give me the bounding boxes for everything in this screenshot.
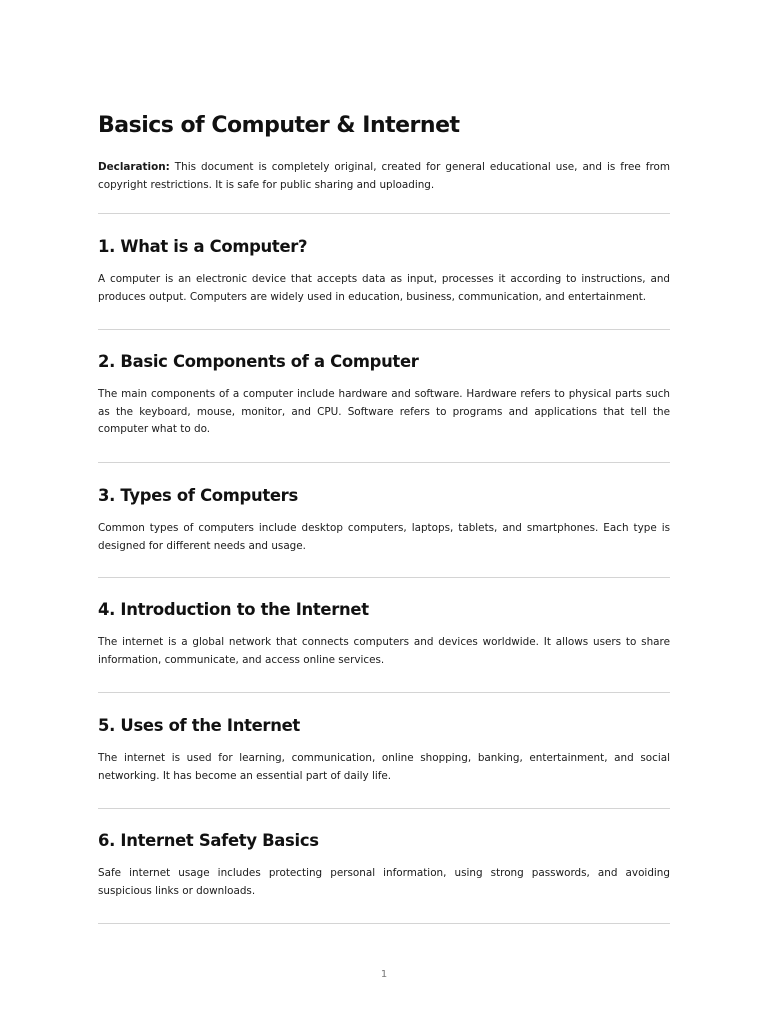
section-body: The internet is a global network that connects computers and devices worldwide. It allows users to share information, communicate, and access online services. — [98, 636, 670, 666]
page-number: 1 — [380, 969, 388, 980]
section-divider — [98, 462, 670, 463]
section-heading: 1. What is a Computer? — [98, 237, 308, 256]
section-basic-components — [98, 350, 670, 439]
declaration-label: Declaration: — [98, 161, 170, 173]
section-body: Safe internet usage includes protecting personal information, using strong passwords, and avoiding suspicious links or downloads. — [98, 867, 670, 897]
section-divider — [98, 923, 670, 924]
section-divider — [98, 329, 670, 330]
section-divider — [98, 808, 670, 809]
section-what-is-a-computer — [98, 235, 670, 306]
section-body: The main components of a computer include hardware and software. Hardware refers to physical parts such as the keyboard, mouse, monitor, and CPU. Software refers to programs and applications that tell the computer what to do. — [98, 388, 670, 435]
declaration-paragraph — [98, 159, 670, 194]
section-divider — [98, 692, 670, 693]
section-heading: 3. Types of Computers — [98, 486, 298, 505]
section-body: A computer is an electronic device that accepts data as input, processes it according to instructions, and produces output. Computers are widely used in education, business, communication, and entertainment. — [98, 273, 670, 303]
section-uses-of-internet — [98, 714, 670, 785]
section-heading: 2. Basic Components of a Computer — [98, 352, 419, 371]
section-heading: 6. Internet Safety Basics — [98, 831, 319, 850]
page-title: Basics of Computer & Internet — [98, 113, 460, 138]
section-internet-safety — [98, 829, 670, 900]
section-divider — [98, 213, 670, 214]
section-body: The internet is used for learning, communication, online shopping, banking, entertainment, and social networking. It has become an essential part of daily life. — [98, 752, 670, 782]
section-heading: 4. Introduction to the Internet — [98, 600, 369, 619]
section-types-of-computers — [98, 484, 670, 555]
section-introduction-to-internet — [98, 598, 670, 669]
section-body: Common types of computers include desktop computers, laptops, tablets, and smartphones. Each type is designed for different needs and usage. — [98, 522, 670, 552]
declaration-text: This document is completely original, created for general educational use, and is free from copyright restrictions. It is safe for public sharing and uploading. — [98, 161, 670, 191]
section-heading: 5. Uses of the Internet — [98, 716, 300, 735]
section-divider — [98, 577, 670, 578]
